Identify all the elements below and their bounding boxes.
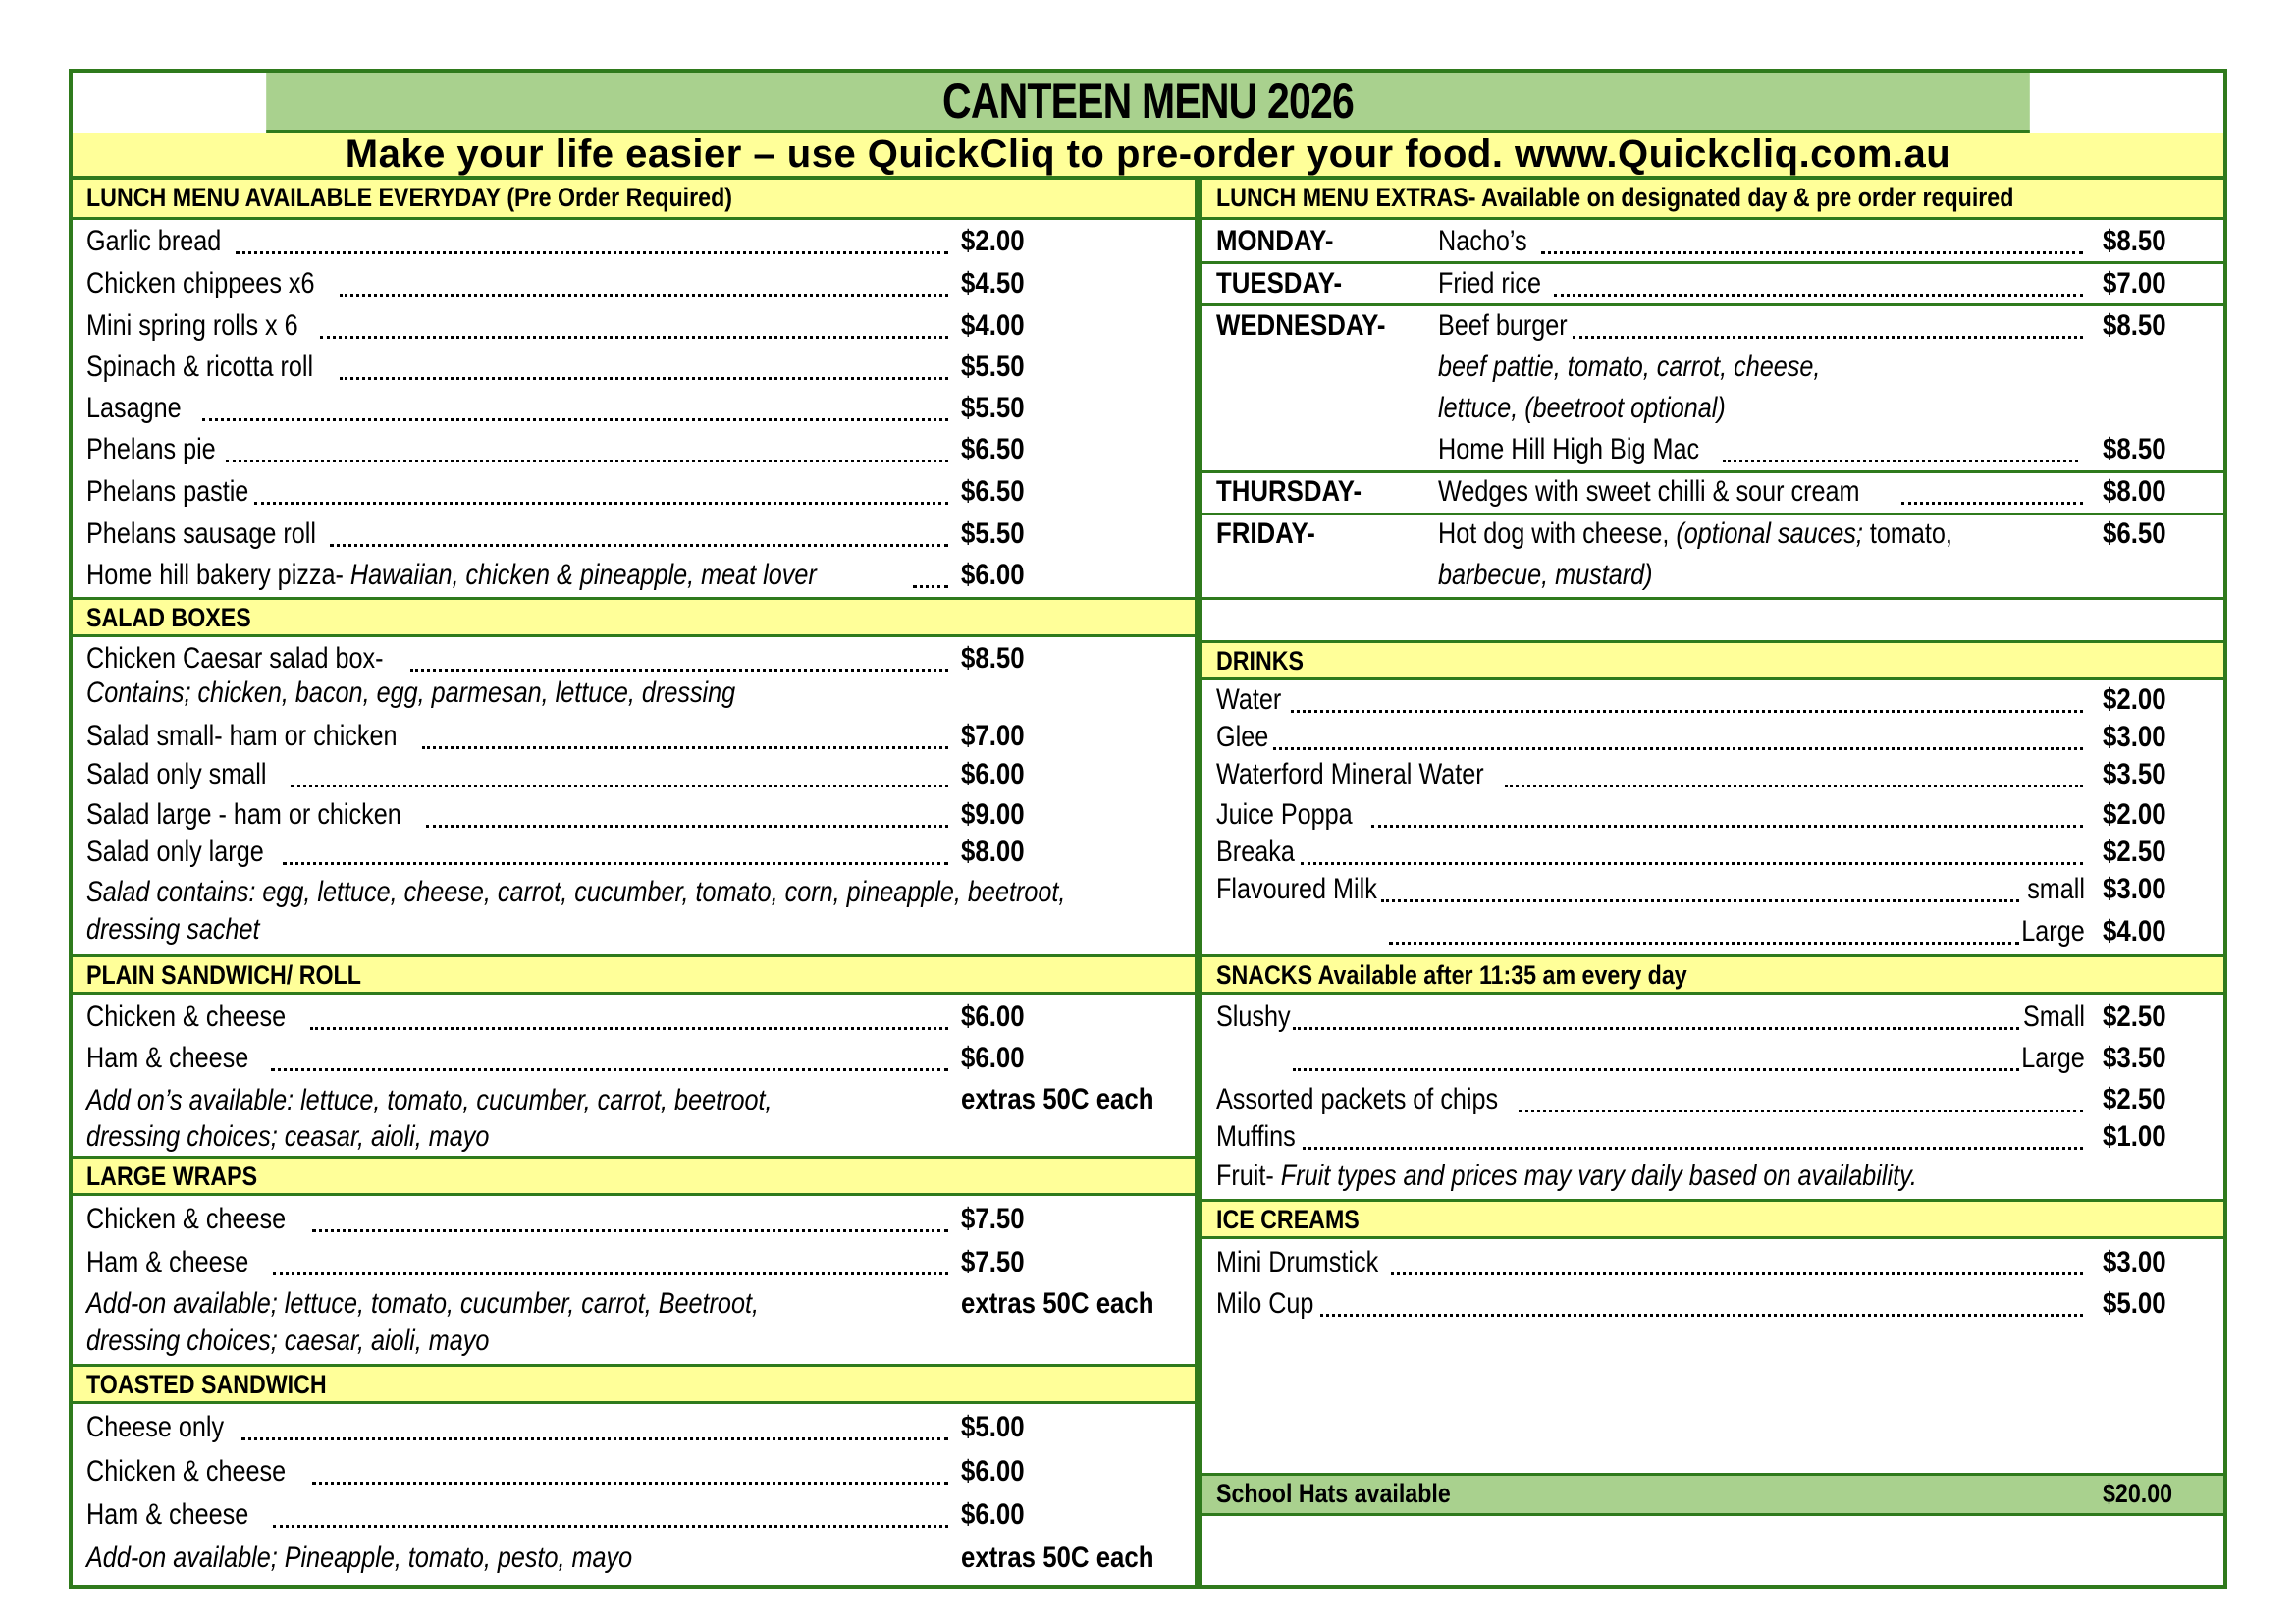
sandwich-heading: PLAIN SANDWICH/ ROLL <box>73 954 1195 995</box>
list-item: Ham & cheese $6.00 <box>86 1498 1025 1531</box>
list-item: Milo Cup $5.00 <box>1216 1287 2166 1320</box>
list-item: Phelans pastie $6.50 <box>86 475 1025 508</box>
list-item: Mini spring rolls x 6 $4.00 <box>86 309 1025 342</box>
column-divider <box>1195 180 1202 1589</box>
sandwich-addon-line1: Add on’s available: lettuce, tomato, cucumber, carrot, beetroot, <box>86 1084 773 1116</box>
list-item: Lasagne $5.50 <box>86 392 1025 424</box>
day-wednesday: WEDNESDAY- <box>1216 309 1386 342</box>
canteen-menu <box>69 69 2227 1589</box>
list-item: Breaka $2.50 <box>1216 836 2166 868</box>
sandwich-extras: extras 50C each <box>961 1083 1154 1115</box>
lunch-heading: LUNCH MENU AVAILABLE EVERYDAY (Pre Order Required) <box>73 180 1195 220</box>
snacks-heading: SNACKS Available after 11:35 am every day <box>1202 954 2223 995</box>
day-monday: MONDAY- <box>1216 225 1334 257</box>
wraps-extras: extras 50C each <box>961 1287 1154 1320</box>
wraps-addon-line2: dressing choices; caesar, aioli, mayo <box>86 1325 490 1357</box>
day-tuesday: TUESDAY- <box>1216 267 1343 299</box>
list-item: Slushy Small $2.50 <box>1216 1001 2166 1033</box>
list-item: Chicken & cheese $6.00 <box>86 1455 1025 1488</box>
list-item: Fried rice $7.00 <box>1438 267 2166 299</box>
day-thursday: THURSDAY- <box>1216 475 1362 508</box>
salad-note-line1: Salad contains: egg, lettuce, cheese, carrot, cucumber, tomato, corn, pineapple, beetroot, <box>86 876 1066 908</box>
wednesday-detail1: beef pattie, tomato, carrot, cheese, <box>1438 351 1821 383</box>
sandwich-addon-line2: dressing choices; ceasar, aioli, mayo <box>86 1120 490 1153</box>
list-item: Chicken & cheese $6.00 <box>86 1001 1025 1033</box>
list-item: Salad only small $6.00 <box>86 758 1025 790</box>
list-item: Home Hill High Big Mac $8.50 <box>1438 433 2166 465</box>
list-item: Cheese only $5.00 <box>86 1411 1025 1443</box>
wraps-addon-line1: Add-on available; lettuce, tomato, cucumber, carrot, Beetroot, <box>86 1287 759 1320</box>
list-item: Salad small- ham or chicken $7.00 <box>86 720 1025 752</box>
list-item: Chicken chippees x6 $4.50 <box>86 267 1025 299</box>
toasted-heading: TOASTED SANDWICH <box>73 1364 1195 1404</box>
list-item: Large $4.00 <box>1202 911 2223 952</box>
list-item: Salad large - ham or chicken $9.00 <box>86 798 1025 831</box>
list-item: Glee $3.00 <box>1216 721 2166 753</box>
list-item: Phelans pie $6.50 <box>86 433 1025 465</box>
toasted-addon: Add-on available; Pineapple, tomato, pesto, mayo <box>86 1542 633 1574</box>
list-item: Nacho’s $8.50 <box>1438 225 2166 257</box>
list-item: Salad only large $8.00 <box>86 836 1025 868</box>
day-friday: FRIDAY- <box>1216 517 1315 550</box>
school-hats-price: $20.00 <box>2103 1479 2173 1508</box>
page-title: CANTEEN MENU 2026 <box>266 73 2030 133</box>
school-hats: School Hats available $20.00 <box>1202 1473 2223 1516</box>
friday-line2: barbecue, mustard) <box>1438 559 1653 591</box>
wednesday-detail2: lettuce, (beetroot optional) <box>1438 392 1726 424</box>
wraps-heading: LARGE WRAPS <box>73 1156 1195 1196</box>
list-item: Ham & cheese $6.00 <box>86 1042 1025 1074</box>
list-item: Juice Poppa $2.00 <box>1216 798 2166 831</box>
list-item: Muffins $1.00 <box>1216 1120 2166 1153</box>
list-item: Ham & cheese $7.50 <box>86 1246 1025 1278</box>
list-item: Home hill bakery pizza- Hawaiian, chicken & pineapple, meat lover $6.00 <box>86 559 1025 591</box>
list-item: Hot dog with cheese, (optional sauces; tomato, $6.50 <box>1438 517 2166 550</box>
list-item: Phelans sausage roll $5.50 <box>86 517 1025 550</box>
icecreams-heading: ICE CREAMS <box>1202 1199 2223 1239</box>
list-item: Chicken Caesar salad box- $8.50 <box>86 642 1025 675</box>
list-item: Spinach & ricotta roll $5.50 <box>86 351 1025 383</box>
toasted-extras: extras 50C each <box>961 1542 1154 1574</box>
list-item: Waterford Mineral Water $3.50 <box>1216 758 2166 790</box>
list-item: Large $3.50 <box>1202 1038 2223 1079</box>
extras-heading: LUNCH MENU EXTRAS- Available on designated day & pre order required <box>1202 180 2223 220</box>
list-item: Chicken & cheese $7.50 <box>86 1203 1025 1235</box>
list-item: Flavoured Milk small $3.00 <box>1216 873 2166 905</box>
list-item: Mini Drumstick $3.00 <box>1216 1246 2166 1278</box>
salad-heading: SALAD BOXES <box>73 597 1195 637</box>
list-item: Beef burger $8.50 <box>1438 309 2166 342</box>
drinks-heading: DRINKS <box>1202 640 2223 680</box>
list-item: Garlic bread $2.00 <box>86 225 1025 257</box>
fruit-row: Fruit- Fruit types and prices may vary daily based on availability. <box>1216 1160 1917 1192</box>
list-item: Assorted packets of chips $2.50 <box>1216 1083 2166 1115</box>
list-item: Water $2.00 <box>1216 683 2166 716</box>
list-item: Wedges with sweet chilli & sour cream $8.00 <box>1438 475 2166 508</box>
salad-note-line2: dressing sachet <box>86 913 260 946</box>
tagline: Make your life easier – use QuickCliq to pre-order your food. www.Quickcliq.com.au <box>73 133 2223 180</box>
salad-caesar-note: Contains; chicken, bacon, egg, parmesan, lettuce, dressing <box>86 677 736 709</box>
